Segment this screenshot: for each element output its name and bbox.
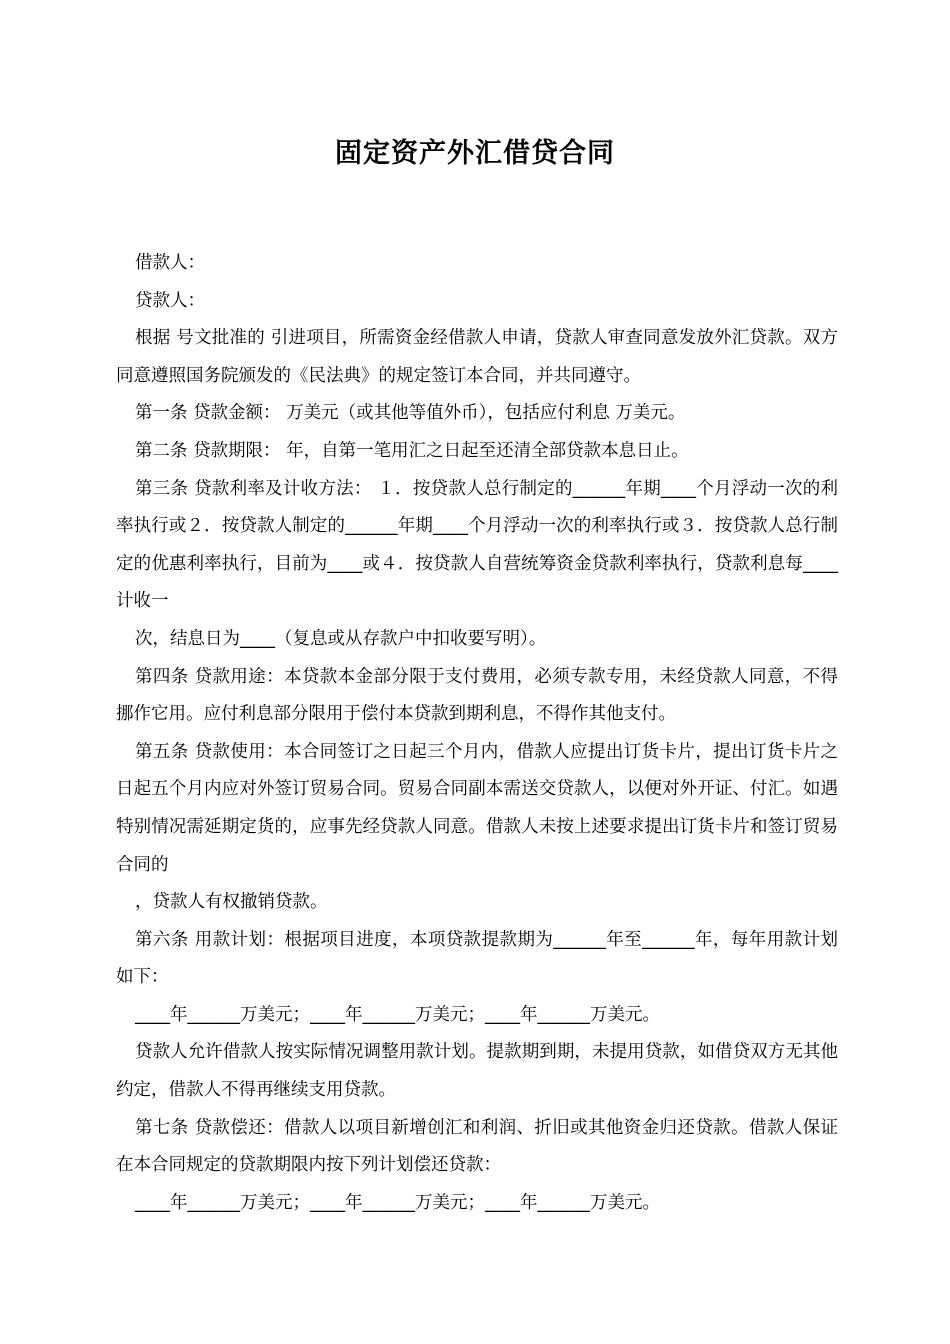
article-2-loan-term: 第二条 贷款期限： 年，自第一笔用汇之日起至还清全部贷款本息日止。 xyxy=(135,440,689,461)
article-4-loan-purpose: 第四条 贷款用途：本贷款本金部分限于支付费用，必须专款专用，未经贷款人同意，不得挪作它用。应付利息部分限用于偿付本贷款到期利息，不得作其他支付。 xyxy=(116,666,838,725)
drawdown-schedule-line: ____年______万美元；____年______万美元；____年______万美元。 xyxy=(135,1004,660,1025)
article-1-loan-amount: 第一条 贷款金额： 万美元（或其他等值外币），包括应付利息 万美元。 xyxy=(135,403,686,424)
article-3-settlement-date: 次，结息日为____（复息或从存款户中扣收要写明）。 xyxy=(135,628,547,649)
repayment-schedule-line: ____年______万美元；____年______万美元；____年______万美元。 xyxy=(135,1192,660,1213)
article-7-repayment: 第七条 贷款偿还：借款人以项目新增创汇和利润、折旧或其他资金归还贷款。借款人保证在本合同规定的贷款期限内按下列计划偿还贷款： xyxy=(116,1117,838,1176)
document-title: 固定资产外汇借贷合同 xyxy=(335,138,615,169)
contract-body xyxy=(116,245,838,1222)
lender-line: 贷款人： xyxy=(135,290,205,311)
preamble-paragraph: 根据 号文批准的 引进项目，所需资金经借款人申请，贷款人审查同意发放外汇贷款。双方同意遵照国务院颁发的《民法典》的规定签订本合同，并共同遵守。 xyxy=(116,328,838,386)
article-6-drawdown-plan: 第六条 用款计划：根据项目进度，本项贷款提款期为______年至______年，每年用款计划如下： xyxy=(116,929,838,988)
article-5-revocation: ，贷款人有权撤销贷款。 xyxy=(135,892,328,913)
borrower-line: 借款人： xyxy=(135,253,205,273)
drawdown-adjustment-paragraph: 贷款人允许借款人按实际情况调整用款计划。提款期到期，未提用贷款，如借贷双方无其他约定，借款人不得再继续支用贷款。 xyxy=(116,1042,838,1101)
article-3-interest-rate: 第三条 贷款利率及计收方法： １．按贷款人总行制定的______年期____个月浮动一次的利率执行或２．按贷款人制定的______年期____个月浮动一次的利率执行或３．按贷款人总行制定的优惠利率执行，目前为____或４．按贷款人自营统筹资金贷款利率执行，贷款利息每____计收一 xyxy=(116,478,838,612)
article-5-loan-use: 第五条 贷款使用：本合同签订之日起三个月内，借款人应提出订货卡片，提出订货卡片之日起五个月内应对外签订贸易合同。贸易合同副本需送交贷款人，以便对外开证、付汇。如遇特别情况需延期定货的，应事先经贷款人同意。借款人未按上述要求提出订货卡片和签订贸易合同的 xyxy=(116,741,838,875)
